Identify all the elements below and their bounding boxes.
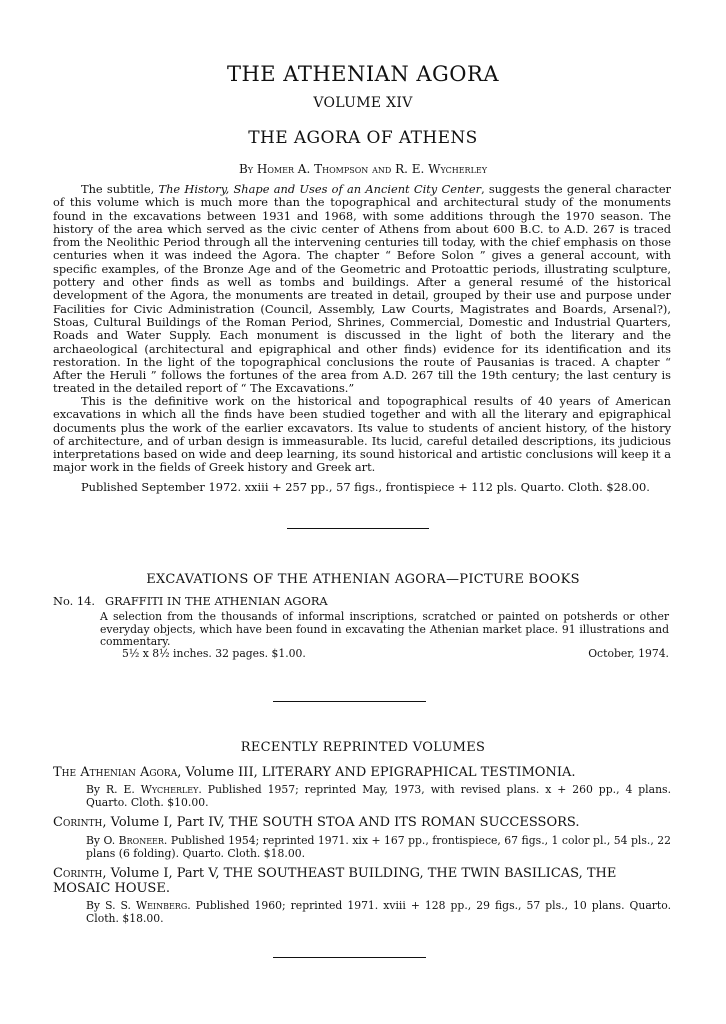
desc-p1-subtitle: The History, Shape and Uses of an Ancient City Center bbox=[158, 182, 482, 196]
author-thompson: Homer A. Thompson bbox=[256, 162, 369, 176]
reprint-by: By bbox=[86, 783, 106, 796]
reprint-author: O. Broneer bbox=[103, 834, 164, 847]
reprint-title bbox=[53, 765, 673, 780]
reprint-info: . Published 1957; reprinted May, 1973, with revised plans. x + 260 pp., 4 plans. Quarto. Cloth. $10.00. bbox=[86, 783, 672, 809]
reprint-details bbox=[86, 835, 671, 860]
book-title: THE AGORA OF ATHENS bbox=[248, 128, 478, 148]
reprint-details bbox=[86, 900, 671, 925]
picture-book-description: A selection from the thousands of informal inscriptions, scratched or painted on potsherds or other everyday objects, which have been found in excavating the Athenian market place. 91 illustrations and commentary. bbox=[100, 610, 669, 648]
reprint-title bbox=[53, 815, 673, 830]
picture-book-title: GRAFFITI IN THE ATHENIAN AGORA bbox=[104, 594, 328, 608]
reprints-heading: RECENTLY REPRINTED VOLUMES bbox=[240, 740, 486, 755]
picture-books-heading: EXCAVATIONS OF THE ATHENIAN AGORA—PICTURE BOOKS bbox=[146, 572, 580, 587]
description-paragraph-2: This is the definitive work on the historical and topographical results of 40 years of American excavations in which all the finds have been studied together and with all the literary and epigraphical documents plus the work of the earlier excavators. Its value to students of ancient history, of the history of architecture, and of urban design is immeasurable. Its lucid, careful detailed descriptions, its judicious interpretations based on wide and deep learning, its sound historical and artistic conclusions will keep it a major work in the fields of Greek history and Greek art. bbox=[53, 394, 671, 475]
reprint-title bbox=[53, 866, 673, 896]
reprint-author: S. S. Weinberg bbox=[105, 899, 188, 912]
description-paragraph-1 bbox=[53, 183, 671, 396]
reprint-volume: , Volume I, Part V, THE SOUTHEAST BUILDING, THE TWIN BASILICAS, THE MOSAIC HOUSE. bbox=[53, 866, 617, 896]
reprint-series: Corinth bbox=[53, 815, 103, 830]
divider bbox=[273, 957, 426, 958]
reprint-details bbox=[86, 784, 671, 809]
reprint-volume: , Volume I, Part IV, THE SOUTH STOA AND ITS ROMAN SUCCESSORS. bbox=[102, 815, 580, 830]
picture-book-details-row bbox=[122, 647, 669, 660]
desc-p1-start: The subtitle, bbox=[81, 182, 159, 196]
reprint-series: Corinth bbox=[53, 866, 103, 881]
desc-p1-rest: , suggests the general character of this volume which is much more than the topographical and architectural study of the monuments found in the excavations between 1931 and 1968, with some additions through the 1970 season. The history of the area which served as the civic center of Athens from about 600 B.C. to A.D. 267 is traced from the Neolithic Period through all the intervening centuries till today, with the chief emphasis on those centuries when it was indeed the Agora. The chapter “ Before Solon ” gives a general account, with specific examples, of the Bronze Age and of the Geometric and Protoattic periods, illustrating sculpture, pottery and other finds as well as tombs and buildings. After a general resumé of the historical development of the Agora, the monuments are treated in detail, grouped by their use and purpose under Facilities for Civic Administration (Council, Assembly, Law Courts, Magistrates and Boards, Arsenal?), Stoas, Cultural Buildings of the Roman Period, Shrines, Commercial, Domestic and Industrial Quarters, Roads and Water Supply. Each monument is discussed in the light of both the literary and the archaeological (architectural and epigraphical and other finds) evidence for its identification and its restoration. In the light of the topographical conclusions the route of Pausanias is traced. A chapter “ After the Heruli ” follows the fortunes of the area from A.D. 267 till the 19th century; the last century is treated in the detailed report of “ The Excavations.” bbox=[53, 182, 672, 396]
reprint-author: R. E. Wycherley bbox=[106, 783, 199, 796]
byline-and: and bbox=[368, 162, 396, 176]
reprint-by: By bbox=[86, 834, 104, 847]
page-title: THE ATHENIAN AGORA bbox=[226, 62, 499, 86]
reprint-series: The Athenian Agora bbox=[53, 765, 178, 780]
reprint-volume: , Volume III, LITERARY AND EPIGRAPHICAL TESTIMONIA. bbox=[177, 765, 576, 780]
reprint-by: By bbox=[86, 899, 106, 912]
volume-number: VOLUME XIV bbox=[313, 95, 413, 111]
picture-book-number: No. 14. bbox=[53, 594, 95, 608]
author-wycherley: R. E. Wycherley bbox=[395, 162, 487, 176]
byline-prefix: By bbox=[238, 162, 257, 176]
picture-book-details: 5½ x 8½ inches. 32 pages. $1.00. bbox=[122, 647, 306, 660]
picture-book-date: October, 1974. bbox=[588, 647, 669, 660]
reprint-info: . Published 1954; reprinted 1971. xix + 167 pp., frontispiece, 67 figs., 1 color pl., 54 pls., 22 plans (6 folding). Quarto. Cloth. $18.00. bbox=[86, 834, 672, 860]
reprint-info: . Published 1960; reprinted 1971. xviii + 128 pp., 29 figs., 57 pls., 10 plans. Quarto. Cloth. $18.00. bbox=[86, 899, 672, 925]
publication-info: Published September 1972. xxiii + 257 pp., 57 figs., frontispiece + 112 pls. Quarto. Cloth. $28.00. bbox=[81, 480, 650, 494]
divider bbox=[287, 528, 429, 529]
picture-book-entry bbox=[53, 594, 328, 608]
byline bbox=[0, 162, 726, 176]
divider bbox=[273, 701, 426, 702]
